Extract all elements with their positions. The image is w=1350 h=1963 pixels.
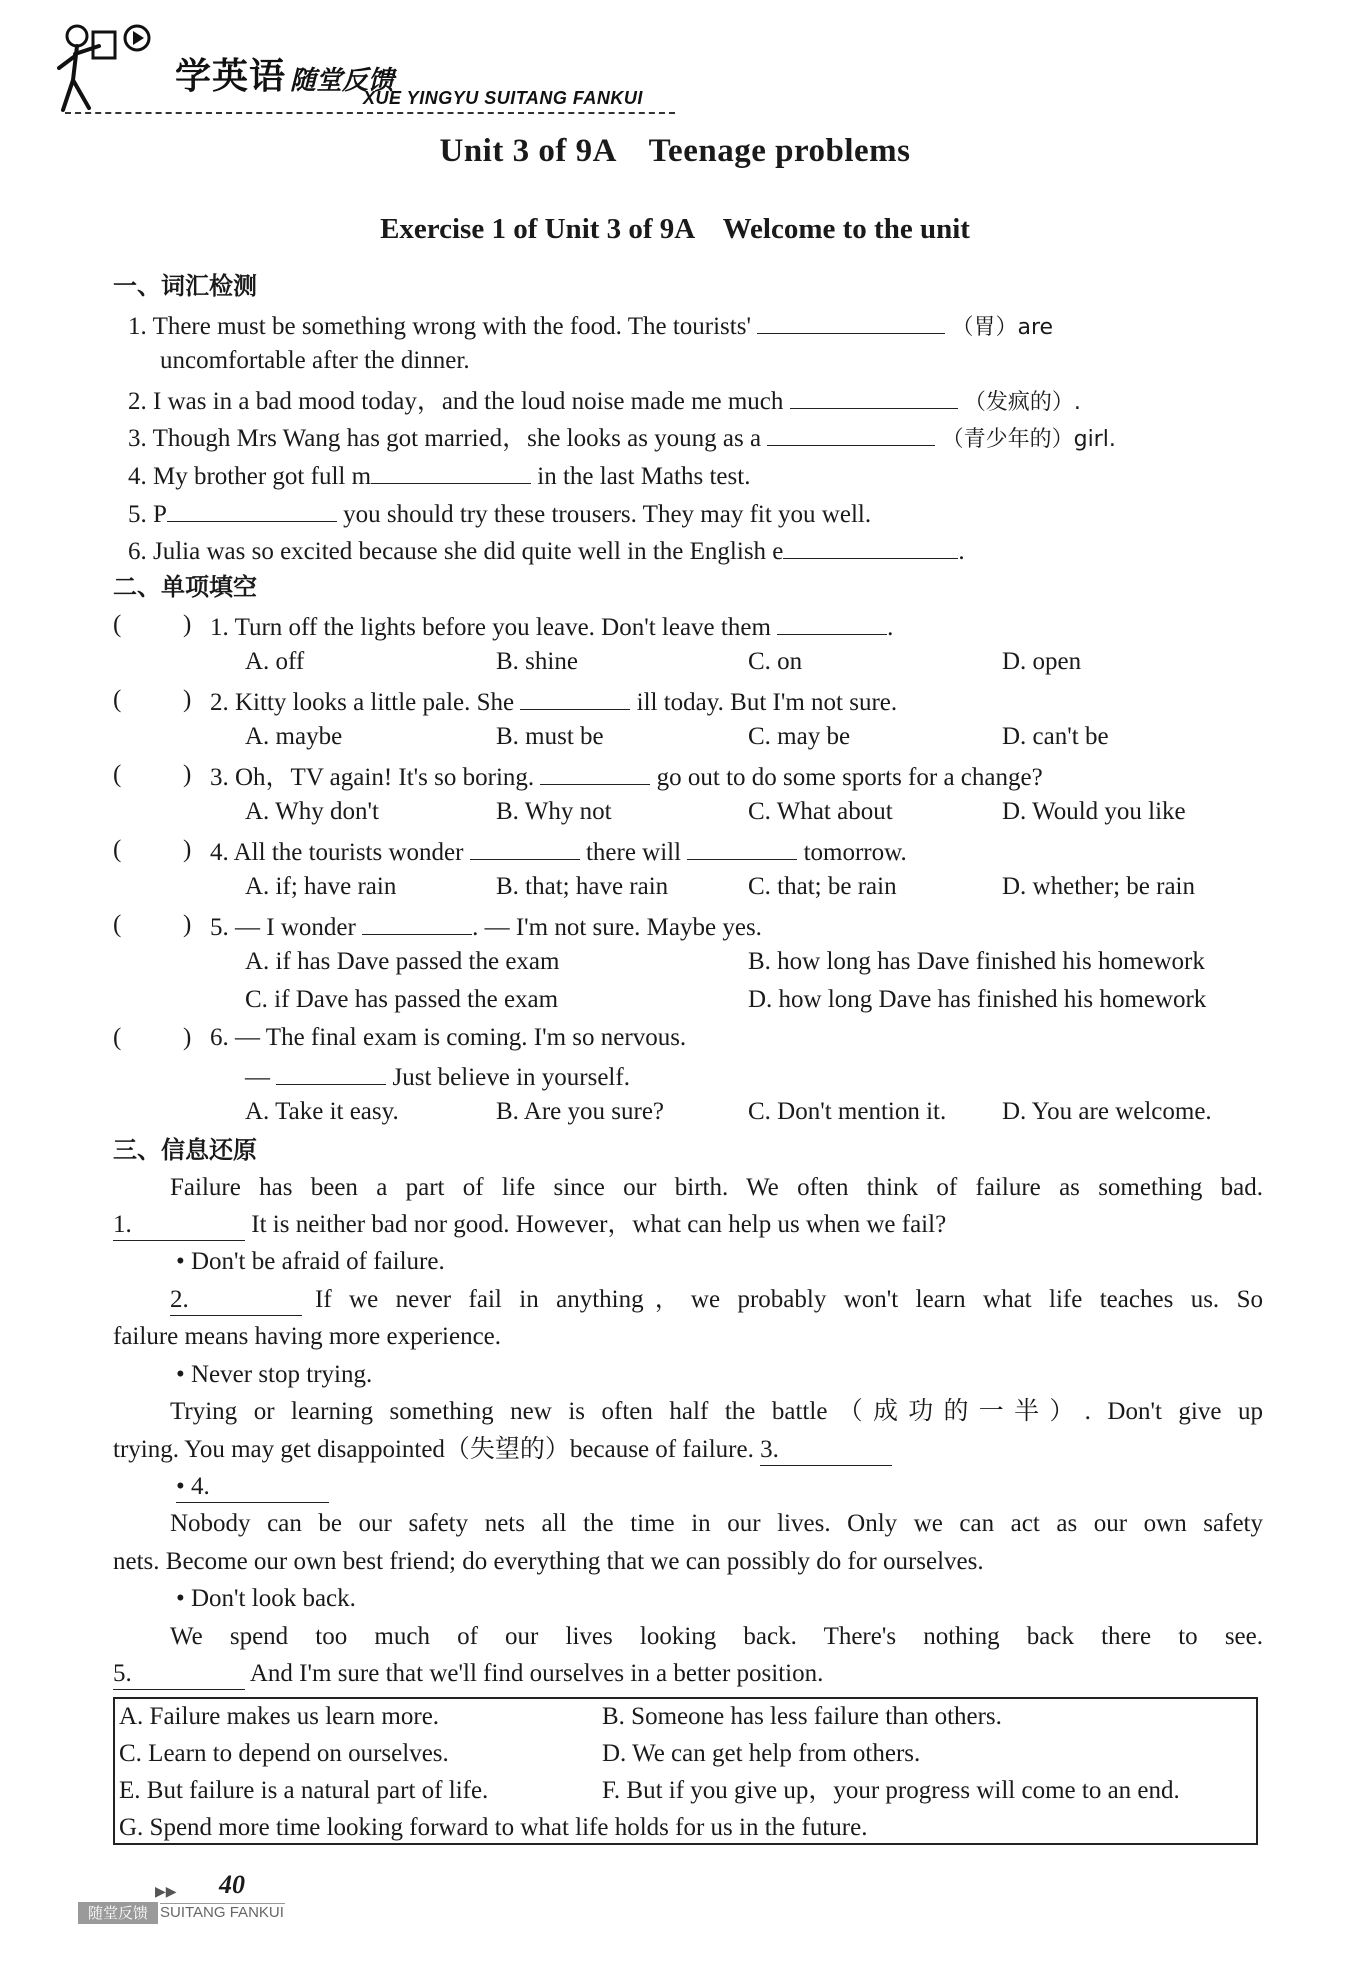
passage-line: Failure has been a part of life since our birth. We often think of failure as something bad. — [170, 1174, 1263, 1201]
mc-option[interactable]: D. whether; be rain — [1002, 873, 1195, 900]
answer-blank[interactable] — [783, 534, 958, 559]
mc-option[interactable]: B. shine — [496, 648, 578, 675]
passage-line: 1. It is neither bad nor good. However，what can help us when we fail? — [113, 1210, 946, 1241]
mc-question-4: 4. All the tourists wonder there will tomorrow. — [210, 835, 907, 868]
mc-option[interactable]: C. may be — [748, 723, 851, 750]
answer-paren-open: ( — [113, 836, 122, 863]
option-a: A. Failure makes us learn more. — [119, 1703, 440, 1730]
vocab-item-2: 2. I was in a bad mood today，and the loud noise made me much （发疯的）. — [128, 384, 1081, 418]
header-pinyin: XUE YINGYU SUITANG FANKUI — [363, 88, 643, 108]
answer-paren-close: ) — [183, 761, 192, 788]
mc-option[interactable]: B. that; have rain — [496, 873, 669, 900]
header-divider — [65, 112, 675, 114]
answer-blank[interactable] — [767, 421, 935, 446]
answer-paren-open: ( — [113, 761, 122, 788]
passage-line — [170, 1285, 302, 1316]
option-b: B. Someone has less failure than others. — [602, 1703, 1002, 1730]
vocab-item-5: 5. P you should try these trousers. They may fit you well. — [128, 497, 871, 530]
answer-paren-open: ( — [113, 1024, 122, 1051]
answer-blank-5[interactable]: 5. — [113, 1659, 245, 1690]
answer-blank[interactable] — [362, 910, 472, 935]
section-heading-information-restoration: 三、信息还原 — [113, 1136, 257, 1164]
mc-option[interactable]: D. can't be — [1002, 723, 1109, 750]
footer-text: SUITANG FANKUI — [160, 1904, 284, 1921]
answer-paren-close: ) — [183, 686, 192, 713]
mc-option[interactable]: B. Why not — [496, 798, 612, 825]
footer-badge: 随堂反馈 — [78, 1902, 158, 1924]
option-c: C. Learn to depend on ourselves. — [119, 1740, 449, 1767]
mc-question-5: 5. — I wonder . — I'm not sure. Maybe yes. — [210, 910, 762, 943]
passage-line: We spend too much of our lives looking back. There's nothing back there to see. — [170, 1623, 1263, 1650]
answer-blank-4[interactable]: • 4. — [176, 1472, 329, 1503]
mc-question-3: 3. Oh，TV again! It's so boring. go out to do some sports for a change? — [210, 760, 1043, 793]
subheading-bullet — [176, 1472, 329, 1503]
answer-blank-2[interactable]: 2. — [170, 1285, 302, 1316]
section-heading-vocabulary: 一、词汇检测 — [113, 272, 257, 300]
answer-blank[interactable] — [777, 610, 887, 635]
answer-paren-close: ) — [183, 1024, 192, 1051]
answer-blank[interactable] — [276, 1060, 386, 1085]
student-figure-icon — [55, 18, 175, 118]
answer-paren-close: ) — [183, 611, 192, 638]
option-e: E. But failure is a natural part of life. — [119, 1777, 489, 1804]
vocab-item-3: 3. Though Mrs Wang has got married，she looks as young as a （青少年的）girl. — [128, 421, 1116, 455]
option-f: F. But if you give up，your progress will come to an end. — [602, 1777, 1180, 1804]
mc-option[interactable]: A. maybe — [245, 723, 343, 750]
mc-option[interactable]: B. Are you sure? — [496, 1098, 665, 1125]
vocab-item-6: 6. Julia was so excited because she did quite well in the English e . — [128, 534, 965, 567]
passage-line: nets. Become our own best friend; do everything that we can possibly do for ourselves. — [113, 1548, 984, 1575]
passage-line: Trying or learning something new is often half the battle（成功的一半）. Don't give up — [170, 1398, 1263, 1425]
mc-option[interactable]: D. open — [1002, 648, 1082, 675]
answer-blank[interactable] — [540, 760, 650, 785]
mc-option[interactable]: A. if; have rain — [245, 873, 397, 900]
mc-option[interactable]: A. Why don't — [245, 798, 379, 825]
mc-option[interactable]: C. if Dave has passed the exam — [245, 986, 559, 1013]
mc-option[interactable]: C. What about — [748, 798, 893, 825]
answer-blank[interactable] — [790, 384, 958, 409]
section-heading-multiple-choice: 二、单项填空 — [113, 573, 257, 601]
mc-question-1: 1. Turn off the lights before you leave. Don't leave them . — [210, 610, 893, 643]
mc-option[interactable]: C. that; be rain — [748, 873, 897, 900]
answer-paren-close: ) — [183, 911, 192, 938]
answer-blank[interactable] — [470, 835, 580, 860]
page-number: 40 — [219, 1870, 245, 1899]
answer-paren-open: ( — [113, 686, 122, 713]
options-box — [113, 1697, 1258, 1845]
exercise-title: Exercise 1 of Unit 3 of 9A Welcome to the unit — [380, 213, 970, 245]
answer-paren-open: ( — [113, 611, 122, 638]
page-title: Unit 3 of 9A Teenage problems — [439, 133, 911, 169]
logo-subtitle: 随堂反馈 — [290, 66, 395, 96]
mc-option[interactable]: C. Don't mention it. — [748, 1098, 947, 1125]
vocab-item-4: 4. My brother got full m in the last Maths test. — [128, 459, 750, 492]
mc-option[interactable]: D. Would you like — [1002, 798, 1186, 825]
mc-option[interactable]: A. off — [245, 648, 305, 675]
answer-blank[interactable] — [167, 497, 337, 522]
answer-blank-1[interactable]: 1. — [113, 1210, 245, 1241]
answer-blank[interactable] — [371, 459, 531, 484]
passage-line: failure means having more experience. — [113, 1323, 502, 1350]
mc-option[interactable]: A. Take it easy. — [245, 1098, 399, 1125]
mc-option[interactable]: C. on — [748, 648, 803, 675]
vocab-item-1-cont: uncomfortable after the dinner. — [160, 347, 470, 374]
option-g: G. Spend more time looking forward to what life holds for us in the future. — [119, 1814, 868, 1841]
subheading-bullet: • Don't be afraid of failure. — [176, 1248, 445, 1275]
passage-line: trying. You may get disappointed（失望的）because of failure. 3. — [113, 1435, 892, 1466]
passage-line: 5. And I'm sure that we'll find ourselves in a better position. — [113, 1659, 823, 1690]
logo: 学英语 — [175, 56, 287, 97]
mc-option[interactable]: B. how long has Dave finished his homework — [748, 948, 1205, 975]
answer-blank[interactable] — [520, 685, 630, 710]
header — [55, 14, 675, 116]
passage-line: Nobody can be our safety nets all the time in our lives. Only we can act as our own safety — [170, 1510, 1263, 1537]
mc-question-6: 6. — The final exam is coming. I'm so nervous. — [210, 1024, 687, 1051]
vocab-item-1: 1. There must be something wrong with the food. The tourists' （胃）are — [128, 309, 1053, 343]
answer-paren-close: ) — [183, 836, 192, 863]
mc-question-2: 2. Kitty looks a little pale. She ill today. But I'm not sure. — [210, 685, 897, 718]
answer-blank[interactable] — [757, 309, 945, 334]
subheading-bullet: • Never stop trying. — [176, 1361, 373, 1388]
answer-blank[interactable] — [687, 835, 797, 860]
double-arrow-icon: ▶▶ — [155, 1885, 177, 1900]
answer-blank-3[interactable]: 3. — [760, 1435, 892, 1466]
passage-line: If we never fail in anything，we probably won't learn what life teaches us. So — [315, 1286, 1263, 1313]
answer-paren-open: ( — [113, 911, 122, 938]
mc-option[interactable]: B. must be — [496, 723, 604, 750]
mc-option[interactable]: D. how long Dave has finished his homework — [748, 986, 1207, 1013]
mc-question-6-reply: — Just believe in yourself. — [245, 1060, 630, 1093]
option-d: D. We can get help from others. — [602, 1740, 921, 1767]
subheading-bullet: • Don't look back. — [176, 1585, 356, 1612]
mc-option[interactable]: D. You are welcome. — [1002, 1098, 1212, 1125]
mc-option[interactable]: A. if has Dave passed the exam — [245, 948, 560, 975]
